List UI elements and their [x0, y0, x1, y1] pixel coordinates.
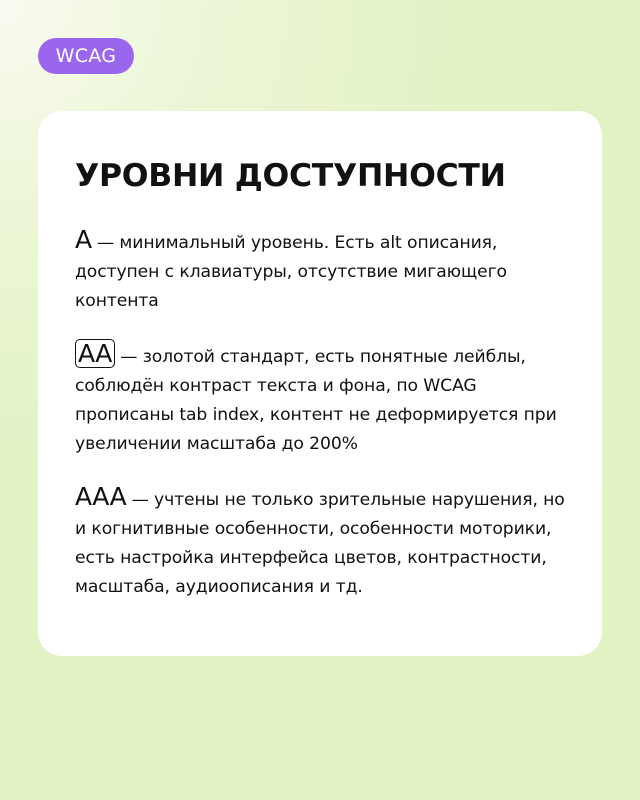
- level-a-label: A: [75, 225, 92, 254]
- accessibility-levels-card: [38, 111, 602, 656]
- level-a-text: — минимальный уровень. Есть alt описания, доступен с клавиатуры, отсутствие мигающего контента: [75, 233, 507, 311]
- level-aaa-text: — учтены не только зрительные нарушения, но и когнитивные особенности, особенности моторики, есть настройка интерфейса цветов, контрастности, масштаба, аудиоописания и тд.: [75, 490, 565, 597]
- wcag-tag: WCAG: [38, 38, 134, 74]
- level-aaa-label: AAA: [75, 482, 127, 511]
- level-aa-description: [75, 339, 580, 459]
- level-aaa-description: [75, 482, 580, 602]
- card-title: УРОВНИ ДОСТУПНОСТИ: [75, 158, 506, 194]
- level-a-description: [75, 225, 580, 316]
- level-aa-label: AA: [75, 339, 115, 368]
- level-aa-text: — золотой стандарт, есть понятные лейблы, соблюдён контраст текста и фона, по WCAG прописаны tab index, контент не деформируется при увеличении масштаба до 200%: [75, 347, 557, 454]
